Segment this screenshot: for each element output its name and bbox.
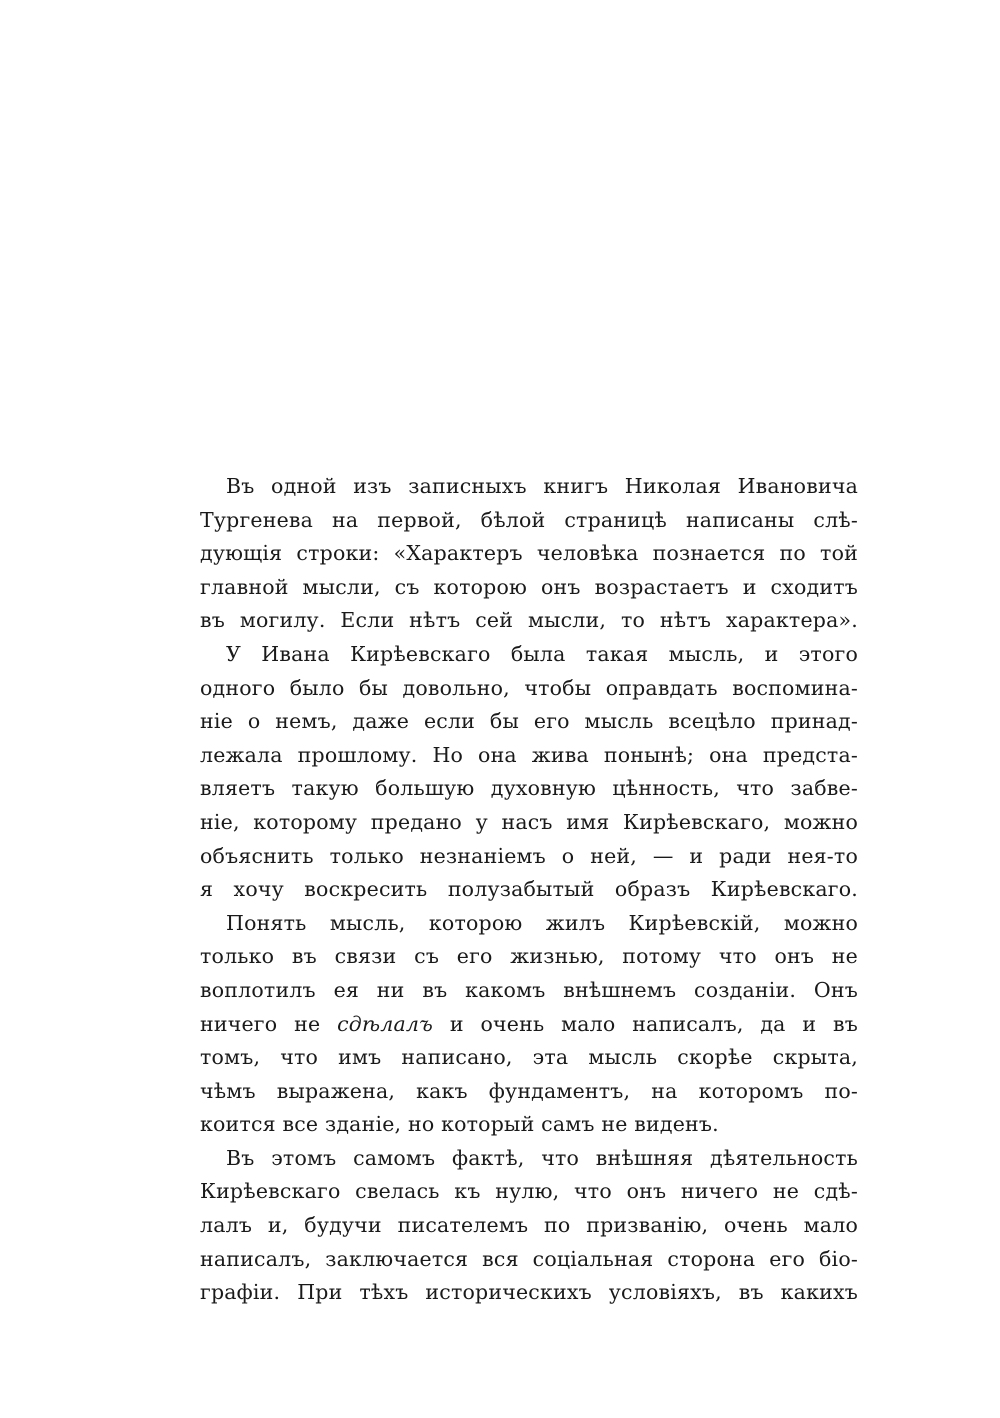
text-line: я хочу воскресить полузабытый образъ Кирѣевскаго. <box>200 877 858 902</box>
text-line: лежала прошлому. Но она жива понынѣ; она предста- <box>200 742 858 767</box>
text-line: въ могилу. Если нѣтъ сей мысли, то нѣтъ характера». <box>200 608 858 633</box>
text-line: ніе о немъ, даже если бы его мысль всецѣло принад- <box>200 709 858 734</box>
body-text <box>200 470 858 1310</box>
text-line: чѣмъ выражена, какъ фундаментъ, на которомъ по- <box>200 1078 858 1103</box>
text-line: только въ связи съ его жизнью, потому что онъ не <box>200 944 858 969</box>
text-line: Кирѣевскаго свелась къ нулю, что онъ ничего не сдѣ- <box>200 1179 858 1204</box>
paragraph-1 <box>200 470 858 638</box>
text-line: написалъ, заключается вся соціальная сторона его біо- <box>200 1246 858 1271</box>
paragraph-4 <box>200 1142 858 1310</box>
text-line: ніе, которому предано у насъ имя Кирѣевскаго, можно <box>200 809 858 834</box>
text-line: лалъ и, будучи писателемъ по призванію, очень мало <box>200 1213 858 1238</box>
text-line: Въ одной изъ записныхъ книгъ Николая Ивановича <box>226 474 858 498</box>
text-line <box>200 1008 858 1042</box>
text-line: томъ, что имъ написано, эта мысль скорѣе скрыта, <box>200 1045 858 1070</box>
text-line: коится все зданіе, но который самъ не виденъ. <box>200 1112 719 1137</box>
text-run: и очень мало написалъ, да и въ <box>433 1011 858 1036</box>
text-line: графіи. При тѣхъ историческихъ условіяхъ, въ какихъ <box>200 1280 858 1305</box>
text-line: вляетъ такую большую духовную цѣнность, что забве- <box>200 776 858 801</box>
text-run: ничего не <box>200 1011 338 1036</box>
text-line: одного было бы довольно, чтобы оправдать воспомина- <box>200 675 858 700</box>
text-line: объяснить только незнаніемъ о ней, — и ради нея-то <box>200 843 858 868</box>
italic-word: сдѣлалъ <box>337 1011 434 1036</box>
text-line: дующія строки: «Характеръ человѣка познается по той <box>200 541 858 566</box>
text-line: У Ивана Кирѣевскаго была такая мысль, и этого <box>226 641 858 666</box>
text-line: Понять мысль, которою жилъ Кирѣевскій, можно <box>226 910 858 935</box>
paragraph-2 <box>200 638 858 907</box>
paragraph-3 <box>200 907 858 1142</box>
text-line: Тургенева на первой, бѣлой страницѣ написаны слѣ- <box>200 507 858 532</box>
text-line: воплотилъ ея ни въ какомъ внѣшнемъ созданіи. Онъ <box>200 977 858 1002</box>
text-line: главной мысли, съ которою онъ возрастаетъ и сходитъ <box>200 574 858 599</box>
text-line: Въ этомъ самомъ фактѣ, что внѣшняя дѣятельность <box>226 1145 858 1170</box>
